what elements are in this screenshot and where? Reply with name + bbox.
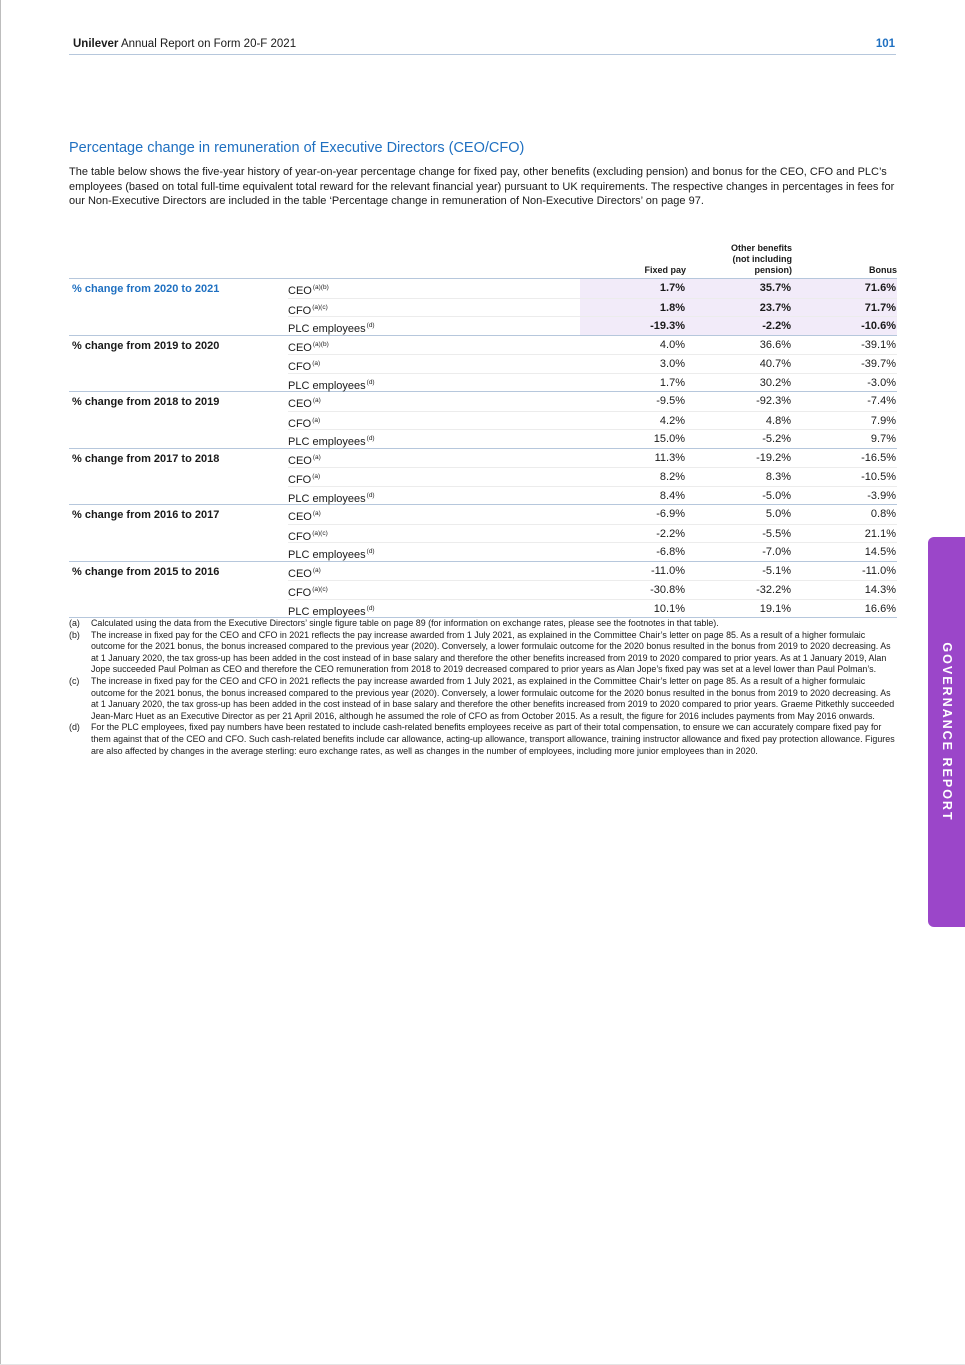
- recipient-name: CEO: [288, 398, 312, 410]
- table-body: [69, 279, 897, 618]
- table-row: [69, 562, 897, 581]
- fixed-pay-cell: -2.2%: [580, 524, 686, 543]
- footnote: [69, 676, 899, 722]
- recipient-name: CFO: [288, 530, 312, 543]
- column-header-other-line1: Other benefits: [730, 243, 792, 253]
- footnote-reference: (a)(c): [312, 529, 328, 537]
- recipient-label: [288, 336, 580, 355]
- footnote-reference: (d): [366, 435, 375, 442]
- footnote-reference: (a): [312, 416, 321, 424]
- recipient-label: [288, 298, 580, 317]
- footnote-label: (c): [69, 675, 80, 686]
- footnote-reference: (d): [366, 322, 375, 329]
- footnote-text: The increase in fixed pay for the CEO and CFO in 2021 reflects the pay increase awarded from 1 July 2021, as explained in the Committee Chair’s letter on page 85. As a result of a higher formulaic outcome for the 2021 bonus, the bonus increased compared to the previous year (2020). Conversely, a lower formulaic outcome for the 2020 bonus resulted in the bonus from 2019 to 2020 decreasing. As at 1 January 2020, the tax gross-up has been added in the cost instead of in base salary and therefore the other benefits increased from 2019 to 2020 compared to prior years. As at 1 January 2019, Alan Jope succeeded Paul Polman as CEO and therefore the CEO remuneration from 2018 to 2019 decreased compared to prior years as Alan Jope’s fixed pay was set at a level lower than Paul Polman’s.: [91, 629, 891, 675]
- governance-report-tab[interactable]: [928, 537, 965, 927]
- bonus-cell: 71.6%: [792, 279, 897, 298]
- bonus-cell: 71.7%: [792, 298, 897, 317]
- footnote-reference: (a): [312, 453, 321, 461]
- recipient-label: [288, 354, 580, 373]
- recipient-name: PLC employees: [288, 323, 366, 335]
- recipient-name: PLC employees: [288, 549, 366, 561]
- recipient-label: [288, 449, 580, 468]
- footnotes: [69, 618, 899, 757]
- bonus-cell: -7.4%: [867, 395, 896, 407]
- bonus-cell: 16.6%: [792, 599, 897, 618]
- table-row: [69, 505, 897, 524]
- recipient-label: [288, 599, 580, 618]
- fixed-pay-cell: -11.0%: [650, 564, 685, 577]
- section-title: Percentage change in remuneration of Executive Directors (CEO/CFO): [69, 140, 525, 156]
- other-benefits-cell: -5.1%: [762, 564, 791, 577]
- recipient-label: [288, 542, 580, 561]
- fixed-pay-cell: -6.9%: [656, 508, 685, 520]
- table-row: [69, 411, 897, 430]
- period-label: % change from 2018 to 2019: [72, 396, 220, 408]
- fixed-pay-cell: -9.5%: [656, 395, 685, 407]
- bonus-cell: -10.5%: [792, 467, 897, 486]
- table-row: [69, 336, 897, 355]
- recipient-label: [288, 562, 580, 581]
- other-benefits-cell: 8.3%: [686, 467, 792, 486]
- footnote-reference: (d): [366, 378, 375, 386]
- table-row: [69, 316, 897, 335]
- report-title: [73, 38, 296, 50]
- footnote-text: Calculated using the data from the Executive Directors’ single figure table on page 89 (for information on exchange rates, please see the footnotes in that table).: [91, 618, 719, 628]
- other-benefits-cell: -5.2%: [686, 429, 792, 448]
- fixed-pay-cell: 3.0%: [580, 354, 686, 373]
- bonus-cell: -39.1%: [861, 338, 896, 351]
- table-row: [69, 580, 897, 599]
- recipient-label: [288, 524, 580, 543]
- other-benefits-cell: 36.6%: [759, 338, 791, 351]
- fixed-pay-cell: 4.2%: [580, 411, 686, 430]
- bonus-cell: -16.5%: [861, 451, 896, 464]
- recipient-name: PLC employees: [288, 605, 366, 618]
- bonus-cell: 14.5%: [792, 542, 897, 561]
- table-row: [69, 524, 897, 543]
- brand-name: Unilever: [73, 38, 119, 50]
- other-benefits-cell: -32.2%: [686, 580, 792, 599]
- bonus-cell: 14.3%: [792, 580, 897, 599]
- column-header-fixed-pay: Fixed pay: [644, 265, 686, 275]
- period-group: [69, 562, 897, 619]
- footnote-reference: (a): [312, 397, 321, 404]
- fixed-pay-cell: 11.3%: [654, 451, 685, 464]
- bonus-cell: -11.0%: [861, 564, 896, 577]
- fixed-pay-cell: -19.3%: [580, 316, 686, 335]
- footnote-reference: (d): [366, 604, 375, 612]
- other-benefits-cell: -19.2%: [756, 451, 791, 464]
- recipient-name: CFO: [288, 417, 312, 430]
- recipient-name: CEO: [288, 285, 312, 297]
- bonus-cell: 7.9%: [792, 411, 897, 430]
- table-row: [69, 467, 897, 486]
- period-label: % change from 2019 to 2020: [72, 339, 220, 352]
- footnote-reference: (a): [312, 473, 321, 480]
- column-header-other-benefits: [692, 243, 792, 276]
- footnote-reference: (a)(b): [312, 340, 329, 348]
- table-row: [69, 298, 897, 317]
- footnote: [69, 630, 899, 676]
- period-group: [69, 336, 897, 393]
- table-row: [69, 599, 897, 618]
- footnote-label: (a): [69, 618, 80, 628]
- fixed-pay-cell: 10.1%: [580, 599, 686, 618]
- footnote-label: (b): [69, 629, 80, 640]
- recipient-name: CEO: [288, 567, 312, 580]
- period-group: [69, 449, 897, 506]
- table-row: [69, 279, 897, 298]
- bonus-cell: 9.7%: [792, 429, 897, 448]
- recipient-label: [288, 316, 580, 335]
- recipient-name: CFO: [288, 304, 312, 317]
- other-benefits-cell: 35.7%: [686, 279, 792, 298]
- recipient-name: CEO: [288, 511, 312, 523]
- bonus-cell: 21.1%: [792, 524, 897, 543]
- remuneration-change-table: [69, 240, 897, 618]
- table-row: [69, 449, 897, 468]
- period-label: % change from 2016 to 2017: [72, 509, 220, 521]
- other-benefits-cell: 30.2%: [686, 373, 792, 392]
- footnote-reference: (d): [366, 548, 375, 555]
- table-row: [69, 429, 897, 448]
- footnote-reference: (a)(c): [312, 586, 328, 593]
- other-benefits-cell: 40.7%: [686, 354, 792, 373]
- period-group: [69, 392, 897, 449]
- footnote: [69, 722, 899, 757]
- column-header-bonus: Bonus: [869, 265, 897, 275]
- other-benefits-cell: -5.0%: [686, 486, 792, 505]
- recipient-label: [288, 429, 580, 448]
- recipient-label: [288, 486, 580, 505]
- recipient-name: CFO: [288, 587, 312, 599]
- other-benefits-cell: -92.3%: [756, 395, 791, 407]
- side-tab-label: GOVERNANCE REPORT: [939, 642, 954, 822]
- table-row: [69, 373, 897, 392]
- footnote-reference: (a): [312, 510, 321, 517]
- footnote-label: (d): [69, 722, 80, 733]
- period-label: % change from 2015 to 2016: [72, 565, 220, 578]
- recipient-name: CFO: [288, 474, 312, 486]
- fixed-pay-cell: 1.7%: [580, 373, 686, 392]
- footnote-reference: (a)(c): [312, 303, 328, 311]
- bonus-cell: -3.9%: [792, 486, 897, 505]
- other-benefits-cell: 19.1%: [686, 599, 792, 618]
- footnote-reference: (a): [312, 360, 321, 367]
- period-group: [69, 279, 897, 336]
- bonus-cell: -3.0%: [792, 373, 897, 392]
- table-row: [69, 486, 897, 505]
- footnote-reference: (a): [312, 566, 321, 574]
- fixed-pay-cell: 4.0%: [659, 338, 685, 351]
- intro-paragraph: The table below shows the five-year history of year-on-year percentage change for fixed pay, other benefits (excluding pension) and bonus for the CEO, CFO and PLC’s employees (based on total full-time equivalent total reward for the relevant financial year) pursuant to UK requirements. The respective changes in percentages in fees for our Non-Executive Directors are included in the table ‘Percentage change in remuneration of Non-Executive Directors’ on page 97.: [69, 166, 895, 208]
- page-left-edge: [0, 0, 1, 1365]
- other-benefits-cell: 4.8%: [686, 411, 792, 430]
- recipient-name: CFO: [288, 361, 312, 373]
- table-row: [69, 354, 897, 373]
- recipient-name: CEO: [288, 454, 312, 467]
- page-header: [69, 38, 896, 55]
- footnote-reference: (a)(b): [312, 284, 329, 291]
- recipient-name: PLC employees: [288, 492, 366, 505]
- other-benefits-cell: 5.0%: [765, 508, 791, 520]
- period-label: % change from 2017 to 2018: [72, 452, 220, 465]
- footnote-text: The increase in fixed pay for the CEO and CFO in 2021 reflects the pay increase awarded from 1 July 2021, as explained in the Committee Chair’s letter on page 85. As a result of a higher formulaic outcome for the 2021 bonus, the bonus increased compared to the previous year (2020). Conversely, a lower formulaic outcome for the 2020 bonus resulted in the bonus from 2019 to 2020 decreasing. As at 1 January 2020, the tax gross-up has been added in the cost instead of in base salary and therefore the other benefits increased from 2019 to 2020 compared to prior years. Graeme Pitkethly succeeded Jean-Marc Huet as an Executive Director as per 21 April 2016, although he assumed the role of CFO as from October 2015. As a result, the figure for 2016 includes payments from May 2016 onwards.: [91, 675, 895, 721]
- fixed-pay-cell: -6.8%: [580, 542, 686, 561]
- recipient-name: PLC employees: [288, 379, 366, 392]
- page-number: 101: [875, 38, 895, 50]
- other-benefits-cell: -2.2%: [686, 316, 792, 335]
- table-header-row: [69, 240, 897, 279]
- footnote: [69, 618, 899, 630]
- table-row: [69, 542, 897, 561]
- bonus-cell: -39.7%: [792, 354, 897, 373]
- bonus-cell: -10.6%: [792, 316, 897, 335]
- table-row: [69, 392, 897, 411]
- recipient-label: [288, 373, 580, 392]
- fixed-pay-cell: 8.4%: [580, 486, 686, 505]
- fixed-pay-cell: 8.2%: [580, 467, 686, 486]
- recipient-label: [288, 411, 580, 430]
- recipient-name: CEO: [288, 341, 312, 354]
- fixed-pay-cell: 1.8%: [580, 298, 686, 317]
- fixed-pay-cell: 1.7%: [580, 279, 686, 298]
- other-benefits-cell: -7.0%: [686, 542, 792, 561]
- column-header-other-line2: (not including: [732, 254, 792, 264]
- fixed-pay-cell: 15.0%: [580, 429, 686, 448]
- period-group: [69, 505, 897, 562]
- recipient-label: [288, 279, 580, 298]
- footnote-reference: (d): [366, 491, 375, 499]
- fixed-pay-cell: -30.8%: [580, 580, 686, 599]
- other-benefits-cell: 23.7%: [686, 298, 792, 317]
- column-header-other-line3: pension): [754, 265, 792, 275]
- recipient-label: [288, 505, 580, 524]
- recipient-label: [288, 467, 580, 486]
- report-name: Annual Report on Form 20-F 2021: [120, 38, 297, 50]
- footnote-text: For the PLC employees, fixed pay numbers have been restated to include cash-related benefits employees receive as part of their total compensation, to ensure we can accurately compare fixed pay for them against that of the CEO and CFO. Such cash-related benefits include car allowance, acting-up allowance, transport allowance, training instructor allowance and fixed pay protection allowance. Figures are also affected by changes in the average sterling: euro exchange rates, as well as changes in the number of employees, including more junior employees than in 2020.: [91, 722, 895, 756]
- period-label: % change from 2020 to 2021: [72, 283, 220, 295]
- recipient-label: [288, 392, 580, 411]
- recipient-label: [288, 580, 580, 599]
- bonus-cell: 0.8%: [870, 508, 896, 520]
- recipient-name: PLC employees: [288, 436, 366, 448]
- other-benefits-cell: -5.5%: [686, 524, 792, 543]
